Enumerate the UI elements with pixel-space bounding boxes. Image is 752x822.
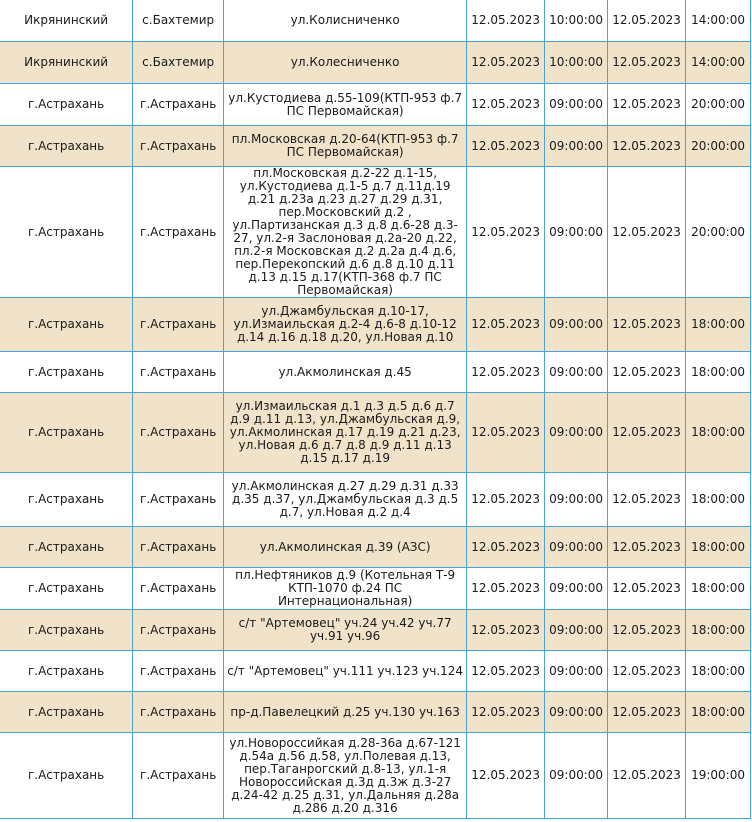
locality-cell: г.Астрахань [133, 692, 224, 733]
start-time-cell: 09:00:00 [545, 298, 608, 352]
start-date-cell: 12.05.2023 [467, 692, 545, 733]
address-cell: ул.Кустодиева д.55-109(КТП-953 ф.7 ПС Первомайская) [224, 84, 467, 126]
locality-cell: г.Астрахань [133, 610, 224, 651]
end-time-cell: 19:00:00 [686, 733, 751, 819]
end-time-cell: 18:00:00 [686, 393, 751, 473]
locality-cell: г.Астрахань [133, 473, 224, 527]
start-date-cell: 12.05.2023 [467, 0, 545, 42]
start-time-cell: 09:00:00 [545, 733, 608, 819]
start-date-cell: 12.05.2023 [467, 126, 545, 167]
locality-cell: г.Астрахань [133, 126, 224, 167]
start-time-cell: 09:00:00 [545, 393, 608, 473]
table-row [0, 692, 751, 733]
end-date-cell: 12.05.2023 [608, 126, 686, 167]
district-cell: Икрянинский [0, 42, 133, 84]
locality-cell: г.Астрахань [133, 651, 224, 692]
address-cell: ул.Джамбульская д.10-17, ул.Измаильская д.2-4 д.6-8 д.10-12 д.14 д.16 д.18 д.20, ул.Новая д.10 [224, 298, 467, 352]
end-time-cell: 18:00:00 [686, 568, 751, 610]
start-date-cell: 12.05.2023 [467, 568, 545, 610]
district-cell: г.Астрахань [0, 651, 133, 692]
start-date-cell: 12.05.2023 [467, 42, 545, 84]
table-row [0, 527, 751, 568]
address-cell: пл.Московская д.20-64(КТП-953 ф.7 ПС Первомайская) [224, 126, 467, 167]
table-row [0, 352, 751, 393]
table-row [0, 393, 751, 473]
address-cell: ул.Акмолинская д.45 [224, 352, 467, 393]
district-cell: г.Астрахань [0, 733, 133, 819]
end-date-cell: 12.05.2023 [608, 84, 686, 126]
locality-cell: г.Астрахань [133, 527, 224, 568]
start-date-cell: 12.05.2023 [467, 393, 545, 473]
end-date-cell: 12.05.2023 [608, 473, 686, 527]
district-cell: г.Астрахань [0, 298, 133, 352]
end-date-cell: 12.05.2023 [608, 610, 686, 651]
start-time-cell: 09:00:00 [545, 527, 608, 568]
table-row [0, 298, 751, 352]
start-date-cell: 12.05.2023 [467, 473, 545, 527]
address-cell: ул.Колисниченко [224, 0, 467, 42]
address-cell: ул.Акмолинская д.27 д.29 д.31 д.33 д.35 д.37, ул.Джамбульская д.3 д.5 д.7, ул.Новая д.2 д.4 [224, 473, 467, 527]
locality-cell: г.Астрахань [133, 568, 224, 610]
end-date-cell: 12.05.2023 [608, 733, 686, 819]
end-date-cell: 12.05.2023 [608, 692, 686, 733]
end-time-cell: 14:00:00 [686, 0, 751, 42]
locality-cell: с.Бахтемир [133, 42, 224, 84]
end-time-cell: 18:00:00 [686, 298, 751, 352]
start-time-cell: 09:00:00 [545, 651, 608, 692]
table-row [0, 167, 751, 298]
locality-cell: г.Астрахань [133, 352, 224, 393]
start-time-cell: 09:00:00 [545, 692, 608, 733]
district-cell: г.Астрахань [0, 692, 133, 733]
locality-cell: г.Астрахань [133, 167, 224, 298]
district-cell: г.Астрахань [0, 568, 133, 610]
locality-cell: г.Астрахань [133, 393, 224, 473]
start-date-cell: 12.05.2023 [467, 167, 545, 298]
table-row [0, 610, 751, 651]
table-row [0, 0, 751, 42]
start-date-cell: 12.05.2023 [467, 733, 545, 819]
district-cell: г.Астрахань [0, 527, 133, 568]
start-date-cell: 12.05.2023 [467, 298, 545, 352]
end-date-cell: 12.05.2023 [608, 352, 686, 393]
locality-cell: г.Астрахань [133, 733, 224, 819]
end-date-cell: 12.05.2023 [608, 0, 686, 42]
address-cell: пр-д.Павелецкий д.25 уч.130 уч.163 [224, 692, 467, 733]
start-date-cell: 12.05.2023 [467, 527, 545, 568]
address-cell: с/т "Артемовец" уч.24 уч.42 уч.77 уч.91 уч.96 [224, 610, 467, 651]
district-cell: г.Астрахань [0, 393, 133, 473]
end-time-cell: 18:00:00 [686, 473, 751, 527]
district-cell: Икрянинский [0, 0, 133, 42]
end-date-cell: 12.05.2023 [608, 167, 686, 298]
district-cell: г.Астрахань [0, 473, 133, 527]
table-row [0, 473, 751, 527]
start-date-cell: 12.05.2023 [467, 610, 545, 651]
table-row [0, 126, 751, 167]
end-date-cell: 12.05.2023 [608, 568, 686, 610]
end-time-cell: 18:00:00 [686, 352, 751, 393]
end-time-cell: 18:00:00 [686, 692, 751, 733]
address-cell: пл.Московская д.2-22 д.1-15, ул.Кустодиева д.1-5 д.7 д.11д.19 д.21 д.23а д.23 д.27 д.29 д.31, пер.Московский д.2 , ул.Партизанская д.3 д.8 д.6-28 д.3-27, ул.2-я Заслоновая д.2а-20 д.22, пл.2-я Московская д.2 д.2а д.4 д.6, пер.Перекопский д.6 д.8 д.10 д.11 д.13 д.15 д.17(КТП-368 ф.7 ПС Первомайская) [224, 167, 467, 298]
start-time-cell: 09:00:00 [545, 84, 608, 126]
table-row [0, 84, 751, 126]
table-row [0, 42, 751, 84]
end-date-cell: 12.05.2023 [608, 42, 686, 84]
end-time-cell: 18:00:00 [686, 610, 751, 651]
district-cell: г.Астрахань [0, 610, 133, 651]
table-row [0, 733, 751, 819]
start-time-cell: 09:00:00 [545, 568, 608, 610]
address-cell: ул.Измаильская д.1 д.3 д.5 д.6 д.7 д.9 д.11 д.13, ул.Джамбульская д.9, ул.Акмолинская д.17 д.19 д.21 д.23, ул.Новая д.6 д.7 д.8 д.9 д.11 д.13 д.15 д.17 д.19 [224, 393, 467, 473]
locality-cell: г.Астрахань [133, 84, 224, 126]
locality-cell: с.Бахтемир [133, 0, 224, 42]
end-date-cell: 12.05.2023 [608, 651, 686, 692]
district-cell: г.Астрахань [0, 167, 133, 298]
address-cell: пл.Нефтяников д.9 (Котельная Т-9 КТП-1070 ф.24 ПС Интернациональная) [224, 568, 467, 610]
start-date-cell: 12.05.2023 [467, 84, 545, 126]
end-date-cell: 12.05.2023 [608, 393, 686, 473]
district-cell: г.Астрахань [0, 352, 133, 393]
district-cell: г.Астрахань [0, 84, 133, 126]
address-cell: ул.Акмолинская д.39 (АЗС) [224, 527, 467, 568]
start-time-cell: 09:00:00 [545, 167, 608, 298]
end-time-cell: 14:00:00 [686, 42, 751, 84]
address-cell: ул.Новороссийкая д.28-36а д.67-121 д.54а д.56 д.58, ул.Полевая д.13, пер.Таганрогский д.8-13, ул.1-я Новороссийская д.3д д.3ж д.3-27 д.24-42 д.25 д.31, ул.Дальняя д.28а д.286 д.20 д.316 [224, 733, 467, 819]
table-row [0, 651, 751, 692]
start-date-cell: 12.05.2023 [467, 651, 545, 692]
start-time-cell: 09:00:00 [545, 610, 608, 651]
end-date-cell: 12.05.2023 [608, 298, 686, 352]
locality-cell: г.Астрахань [133, 298, 224, 352]
start-date-cell: 12.05.2023 [467, 352, 545, 393]
end-time-cell: 20:00:00 [686, 84, 751, 126]
district-cell: г.Астрахань [0, 126, 133, 167]
end-time-cell: 18:00:00 [686, 527, 751, 568]
end-time-cell: 20:00:00 [686, 167, 751, 298]
table-row [0, 568, 751, 610]
start-time-cell: 09:00:00 [545, 352, 608, 393]
address-cell: с/т "Артемовец" уч.111 уч.123 уч.124 [224, 651, 467, 692]
start-time-cell: 10:00:00 [545, 0, 608, 42]
start-time-cell: 09:00:00 [545, 473, 608, 527]
end-date-cell: 12.05.2023 [608, 527, 686, 568]
end-time-cell: 18:00:00 [686, 651, 751, 692]
start-time-cell: 09:00:00 [545, 126, 608, 167]
end-time-cell: 20:00:00 [686, 126, 751, 167]
start-time-cell: 10:00:00 [545, 42, 608, 84]
address-cell: ул.Колесниченко [224, 42, 467, 84]
